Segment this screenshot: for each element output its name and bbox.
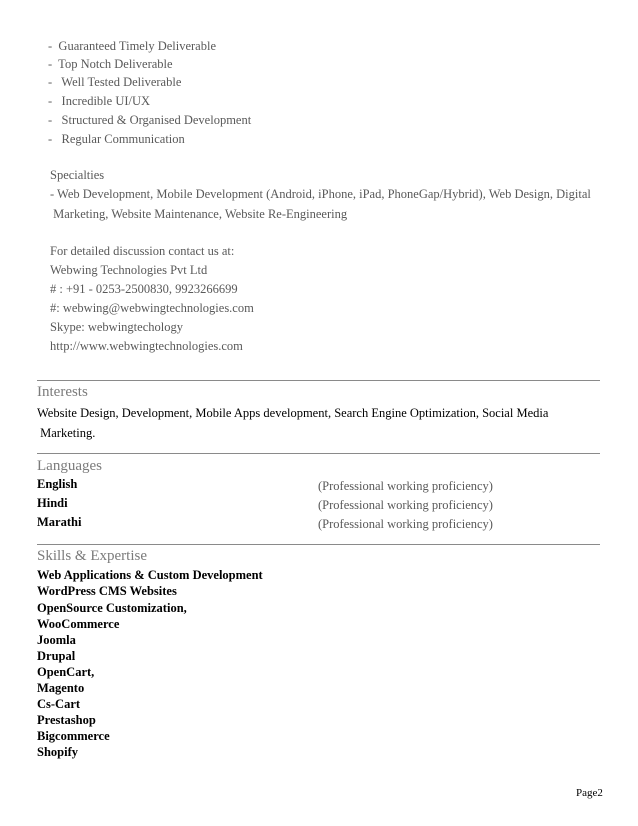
section-divider (37, 453, 600, 454)
specialties-line: - Web Development, Mobile Development (Android, iPhone, iPad, PhoneGap/Hybrid), Web Design, Digital (50, 187, 591, 201)
skill-item: Web Applications & Custom Development (37, 568, 263, 582)
interests-title: Interests (37, 384, 88, 400)
bullet-item: - Structured & Organised Development (48, 113, 252, 127)
skill-item: Shopify (37, 745, 78, 759)
bullet-item: - Incredible UI/UX (48, 94, 151, 108)
skill-item: OpenCart, (37, 665, 95, 679)
interests-line: Marketing. (37, 426, 96, 440)
skill-item: Joomla (37, 633, 76, 647)
skill-item: Magento (37, 681, 85, 695)
bullet-item: - Well Tested Deliverable (48, 75, 182, 89)
specialties-line: Marketing, Website Maintenance, Website Re-Engineering (50, 207, 348, 221)
section-divider (37, 380, 600, 381)
languages-title: Languages (37, 458, 102, 474)
section-divider (37, 544, 600, 545)
contact-website-link[interactable]: http://www.webwingtechnologies.com (50, 339, 243, 353)
contact-phone: # : +91 - 0253-2500830, 9923266699 (50, 282, 238, 296)
page-number: Page2 (576, 787, 603, 799)
skill-item: Bigcommerce (37, 729, 110, 743)
skill-item: WordPress CMS Websites (37, 584, 177, 598)
skill-item: Prestashop (37, 713, 96, 727)
contact-skype: Skype: webwingtechology (50, 320, 183, 334)
language-name: Marathi (37, 515, 82, 529)
language-name: English (37, 477, 78, 491)
interests-line: Website Design, Development, Mobile Apps development, Search Engine Optimization, Social Media (37, 406, 549, 420)
skill-item: WooCommerce (37, 617, 120, 631)
skill-item: Cs-Cart (37, 697, 81, 711)
bullet-item: - Guaranteed Timely Deliverable (48, 39, 217, 53)
language-name: Hindi (37, 496, 68, 510)
contact-intro: For detailed discussion contact us at: (50, 244, 235, 258)
skill-item: Drupal (37, 649, 76, 663)
language-proficiency: (Professional working proficiency) (318, 517, 493, 531)
skills-title: Skills & Expertise (37, 548, 147, 564)
contact-company: Webwing Technologies Pvt Ltd (50, 263, 208, 277)
bullet-item: - Top Notch Deliverable (48, 57, 173, 71)
contact-email[interactable]: #: webwing@webwingtechnologies.com (50, 301, 254, 315)
language-proficiency: (Professional working proficiency) (318, 479, 493, 493)
language-proficiency: (Professional working proficiency) (318, 498, 493, 512)
bullet-item: - Regular Communication (48, 132, 185, 146)
specialties-heading: Specialties (50, 168, 105, 182)
skill-item: OpenSource Customization, (37, 601, 187, 615)
